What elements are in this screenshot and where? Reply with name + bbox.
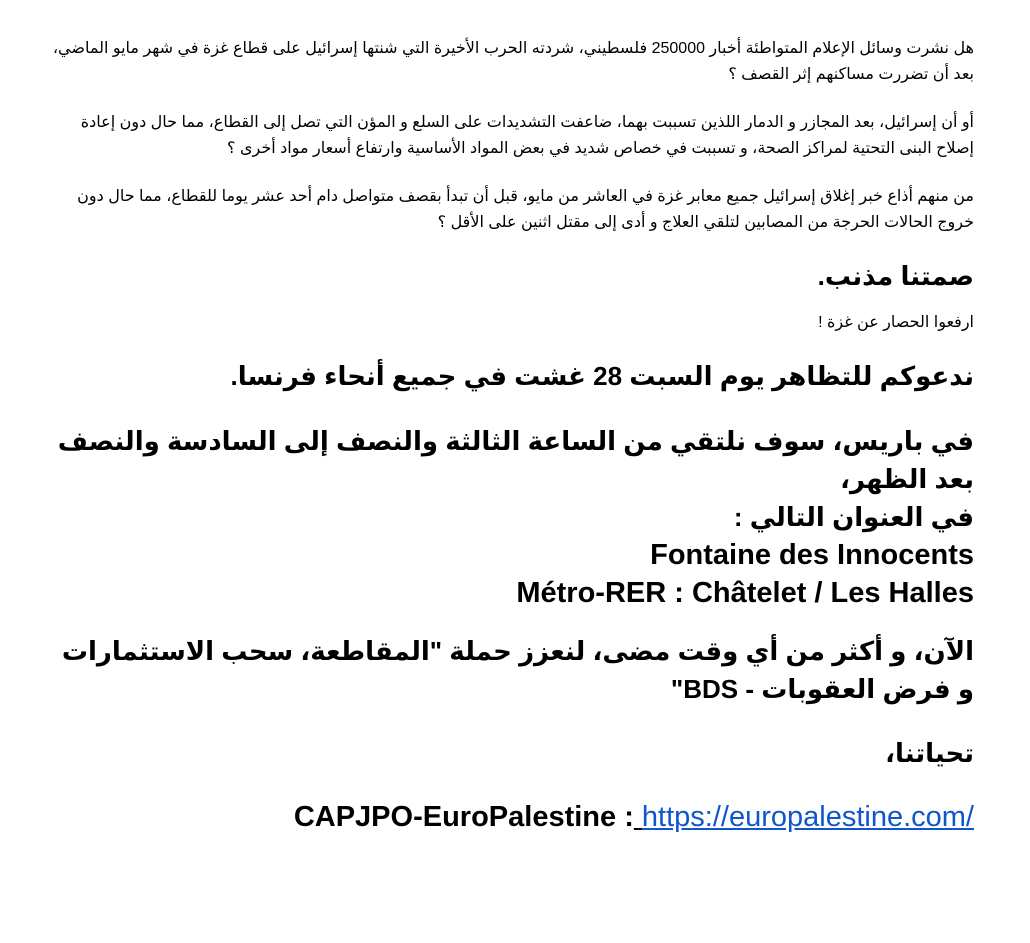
call-to-demonstrate: ندعوكم للتظاهر يوم السبت 28 غشت في جميع أنحاء فرنسا. (230, 361, 974, 391)
greeting: تحياتنا، (885, 738, 974, 768)
signature-line (40, 798, 974, 836)
heading-silence: صمتنا مذنب. (817, 261, 974, 291)
paris-time-line: في باريس، سوف نلتقي من الساعة الثالثة والنصف إلى السادسة والنصف بعد الظهر، (57, 426, 974, 494)
paragraph-crossings-closed: من منهم أذاع خبر إغلاق إسرائيل جميع معابر غزة في العاشر من مايو، قبل أن تبدأ بقصف متواصل دام أحد عشر يوما للقطاع، مما حال دون خروج الحالات الحرجة من المصابين لتلقي العلاج و أدى إلى مقتل اثنين على الأقل ؟ (77, 188, 974, 231)
location-name: Fontaine des Innocents (650, 539, 974, 571)
paris-address-intro: في العنوان التالي : (733, 502, 974, 532)
lift-siege-text: ارفعوا الحصار عن غزة ! (818, 314, 974, 331)
org-name: CAPJPO-EuroPalestine : (293, 801, 634, 833)
location-transport: Métro-RER : Châtelet / Les Halles (516, 577, 974, 609)
paragraph-israel-restrictions: أو أن إسرائيل، بعد المجازر و الدمار اللذين تسببت بهما، ضاعفت التشديدات على السلع و المؤن التي تصل إلى القطاع، مما حال دون إعادة إصلاح البنى التحتية لمراكز الصحة، و تسببت في خصاص شديد في بعض المواد الأساسية وارتفاع أسعار مواد أخرى ؟ (80, 114, 974, 157)
paragraph-media-displaced: هل نشرت وسائل الإعلام المتواطئة أخبار 250000 فلسطيني، شردته الحرب الأخيرة التي شنتها إسرائيل على قطاع غزة في شهر مايو الماضي، بعد أن تضررت مساكنهم إثر القصف ؟ (52, 40, 974, 83)
org-link[interactable]: https://europalestine.com/ (641, 801, 974, 833)
bds-campaign-call: الآن، و أكثر من أي وقت مضى، لنعزز حملة "المقاطعة، سحب الاستثمارات و فرض العقوبات - BDS" (61, 636, 974, 704)
document-body (40, 36, 974, 836)
